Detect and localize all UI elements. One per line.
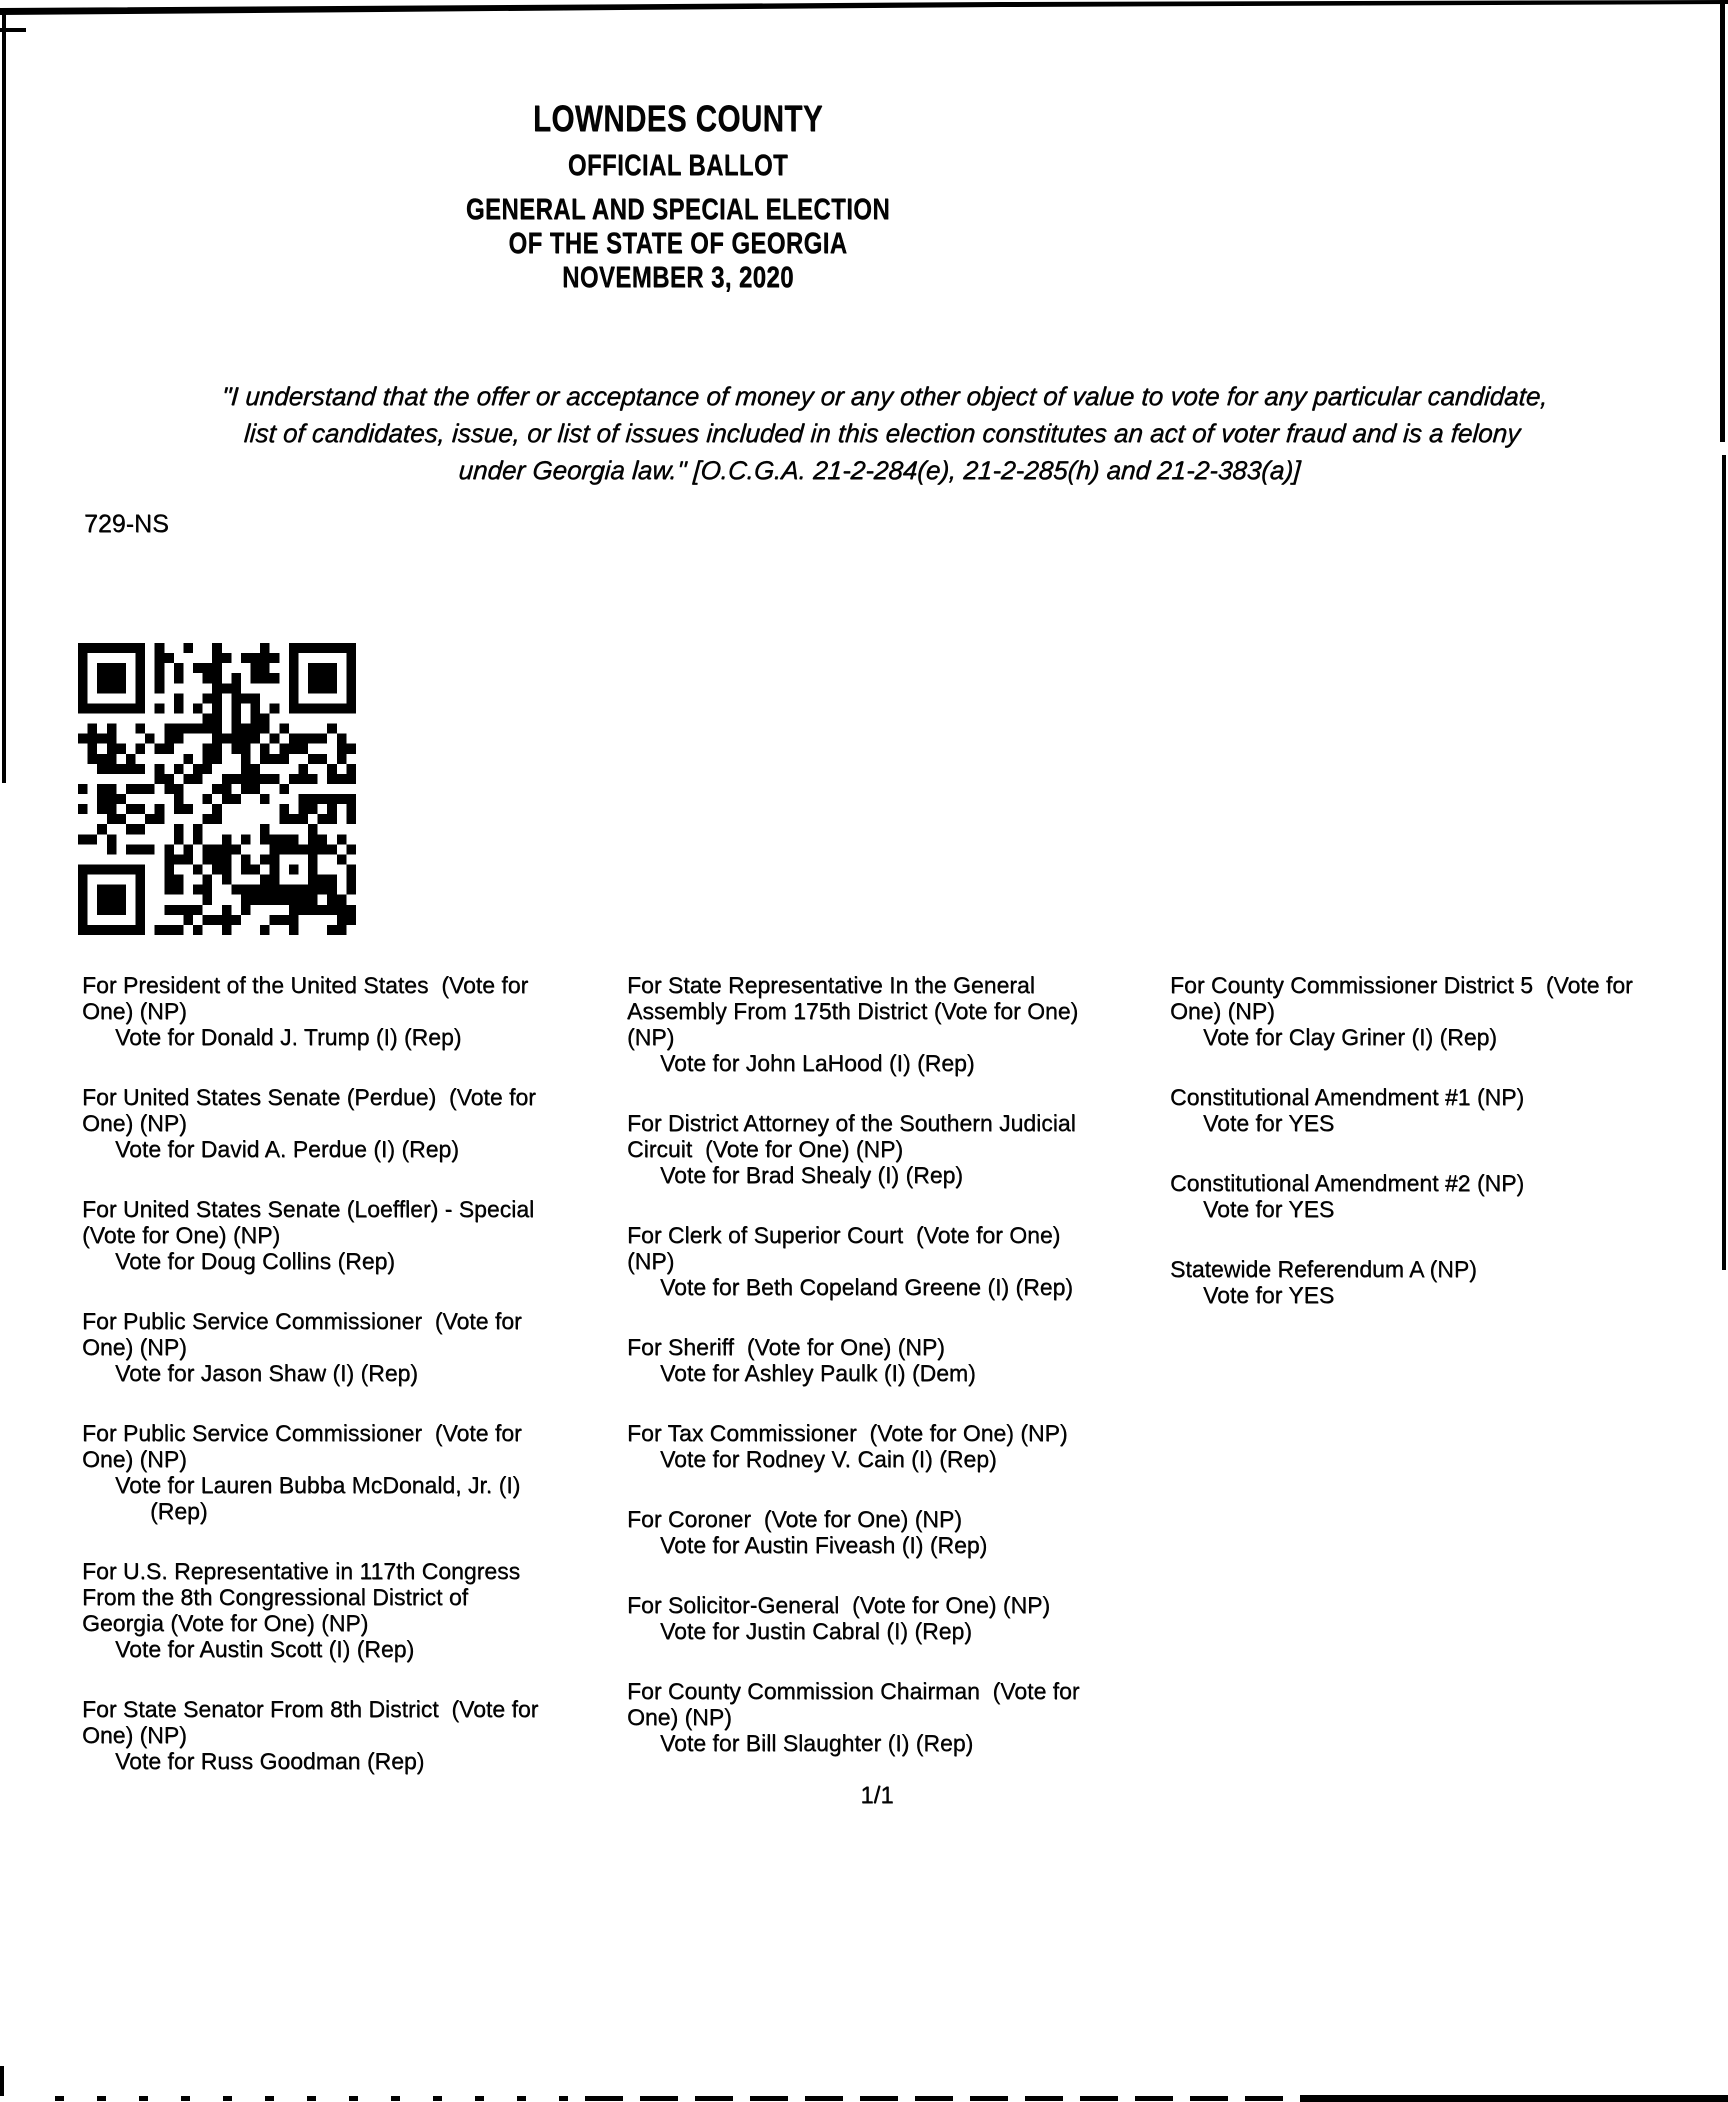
- contest-vote-line: Vote for Clay Griner (I) (Rep): [1203, 1024, 1497, 1050]
- contest: [627, 972, 1107, 1076]
- contest: [82, 1196, 547, 1274]
- contest-title: For United States Senate (Perdue) (Vote for One) (NP): [82, 1084, 543, 1136]
- contest-title: For United States Senate (Loeffler) - Special (Vote for One) (NP): [82, 1196, 547, 1248]
- contest-vote-line: Vote for Doug Collins (Rep): [115, 1248, 395, 1274]
- contest: [627, 1592, 1107, 1644]
- contest-vote-line: Vote for Justin Cabral (I) (Rep): [660, 1618, 972, 1644]
- contest-title: Constitutional Amendment #2 (NP): [1170, 1170, 1525, 1196]
- contest-title: Constitutional Amendment #1 (NP): [1170, 1084, 1525, 1110]
- contest-vote-line: Vote for YES: [1203, 1282, 1335, 1308]
- contest-title: For Solicitor-General (Vote for One) (NP): [627, 1592, 1051, 1618]
- contest-title: For President of the United States (Vote for One) (NP): [82, 972, 535, 1024]
- scan-edge-bottom-dashed: [55, 2096, 585, 2101]
- contest: [627, 1222, 1107, 1300]
- contest: [627, 1334, 1107, 1386]
- disclaimer-line-2: list of candidates, issue, or list of issues included in this election constitutes an act of voter fraud and is a felony: [243, 418, 1522, 448]
- contest-title: For District Attorney of the Southern Judicial Circuit (Vote for One) (NP): [627, 1110, 1083, 1162]
- contest-title: For Sheriff (Vote for One) (NP): [627, 1334, 945, 1360]
- contest-vote-line: Vote for Austin Fiveash (I) (Rep): [660, 1532, 988, 1558]
- official-ballot-title: OFFICIAL BALLOT: [567, 149, 789, 182]
- scan-mark-bottom-left: [0, 2066, 4, 2096]
- contest-vote-line: Vote for Russ Goodman (Rep): [115, 1748, 425, 1774]
- contest-title: For Clerk of Superior Court (Vote for One) (NP): [627, 1222, 1067, 1274]
- election-title-line2: OF THE STATE OF GEORGIA: [508, 227, 848, 260]
- contest-title: For U.S. Representative in 117th Congress From the 8th Congressional District of Georgia (Vote for One) (NP): [82, 1558, 527, 1636]
- contest: [627, 1506, 1107, 1558]
- disclaimer-line-1: "I understand that the offer or acceptance of money or any other object of value to vote for any particular candidate,: [220, 381, 1549, 411]
- contest-vote-line: Vote for Brad Shealy (I) (Rep): [660, 1162, 963, 1188]
- contest-column-2: [627, 972, 1107, 1790]
- scan-edge-bottom-solid: [1300, 2095, 1728, 2102]
- contest: [627, 1110, 1107, 1188]
- contest: [1170, 972, 1640, 1050]
- contest-title: Statewide Referendum A (NP): [1170, 1256, 1477, 1282]
- contest: [82, 972, 542, 1050]
- contest-vote-line: Vote for Austin Scott (I) (Rep): [115, 1636, 415, 1662]
- contest-vote-line: Vote for Ashley Paulk (I) (Dem): [660, 1360, 976, 1386]
- contest: [82, 1558, 542, 1662]
- contest-vote-line: Vote for YES: [1203, 1196, 1335, 1222]
- contest-title: For Coroner (Vote for One) (NP): [627, 1506, 962, 1532]
- ballot-style-code: 729-NS: [84, 510, 169, 538]
- contest-column-3: [1170, 972, 1640, 1342]
- contest-vote-line: Vote for Jason Shaw (I) (Rep): [115, 1360, 418, 1386]
- contest: [82, 1084, 542, 1162]
- contest-title: For Public Service Commissioner (Vote for One) (NP): [82, 1308, 529, 1360]
- contest-vote-line: Vote for Rodney V. Cain (I) (Rep): [660, 1446, 997, 1472]
- contest: [627, 1678, 1107, 1756]
- contest-title: For County Commission Chairman (Vote for One) (NP): [627, 1678, 1086, 1730]
- election-date: NOVEMBER 3, 2020: [562, 261, 794, 294]
- election-title-line1: GENERAL AND SPECIAL ELECTION: [465, 193, 891, 226]
- scan-edge-right-lower: [1722, 455, 1726, 1270]
- voter-fraud-disclaimer: [0, 378, 1728, 489]
- contest: [1170, 1256, 1635, 1308]
- disclaimer-line-3: under Georgia law." [O.C.G.A. 21-2-284(e), 21-2-285(h) and 21-2-383(a)]: [457, 455, 1302, 485]
- qr-code: [78, 643, 356, 935]
- contest: [82, 1308, 542, 1386]
- contest-vote-line: Vote for David A. Perdue (I) (Rep): [115, 1136, 459, 1162]
- scan-edge-right-upper: [1720, 0, 1725, 442]
- contest-title: For County Commissioner District 5 (Vote for One) (NP): [1170, 972, 1640, 1024]
- contest-vote-line: Vote for YES: [1203, 1110, 1335, 1136]
- contest: [1170, 1170, 1635, 1222]
- contest-vote-line: Vote for Beth Copeland Greene (I) (Rep): [660, 1274, 1073, 1300]
- contest-vote-line: Vote for Lauren Bubba McDonald, Jr. (I) (Rep): [115, 1472, 521, 1524]
- contest: [82, 1420, 542, 1524]
- contest-column-1: [82, 972, 547, 1808]
- contest-vote-line: Vote for Bill Slaughter (I) (Rep): [660, 1730, 974, 1756]
- scan-edge-bottom-dotted: [585, 2096, 1300, 2101]
- scan-edge-top: [0, 0, 1728, 16]
- page-number: 1/1: [860, 1782, 894, 1809]
- contest: [1170, 1084, 1635, 1136]
- contest-title: For State Senator From 8th District (Vote for One) (NP): [82, 1696, 545, 1748]
- contest-title: For Public Service Commissioner (Vote for One) (NP): [82, 1420, 529, 1472]
- contest-title: For Tax Commissioner (Vote for One) (NP): [627, 1420, 1068, 1446]
- county-title: LOWNDES COUNTY: [532, 98, 824, 139]
- ballot-header: [136, 100, 1221, 295]
- contest-title: For State Representative In the General Assembly From 175th District (Vote for One) (NP): [627, 972, 1085, 1050]
- contest: [627, 1420, 1107, 1472]
- contest-vote-line: Vote for Donald J. Trump (I) (Rep): [115, 1024, 462, 1050]
- contest: [82, 1696, 545, 1774]
- contest-vote-line: Vote for John LaHood (I) (Rep): [660, 1050, 975, 1076]
